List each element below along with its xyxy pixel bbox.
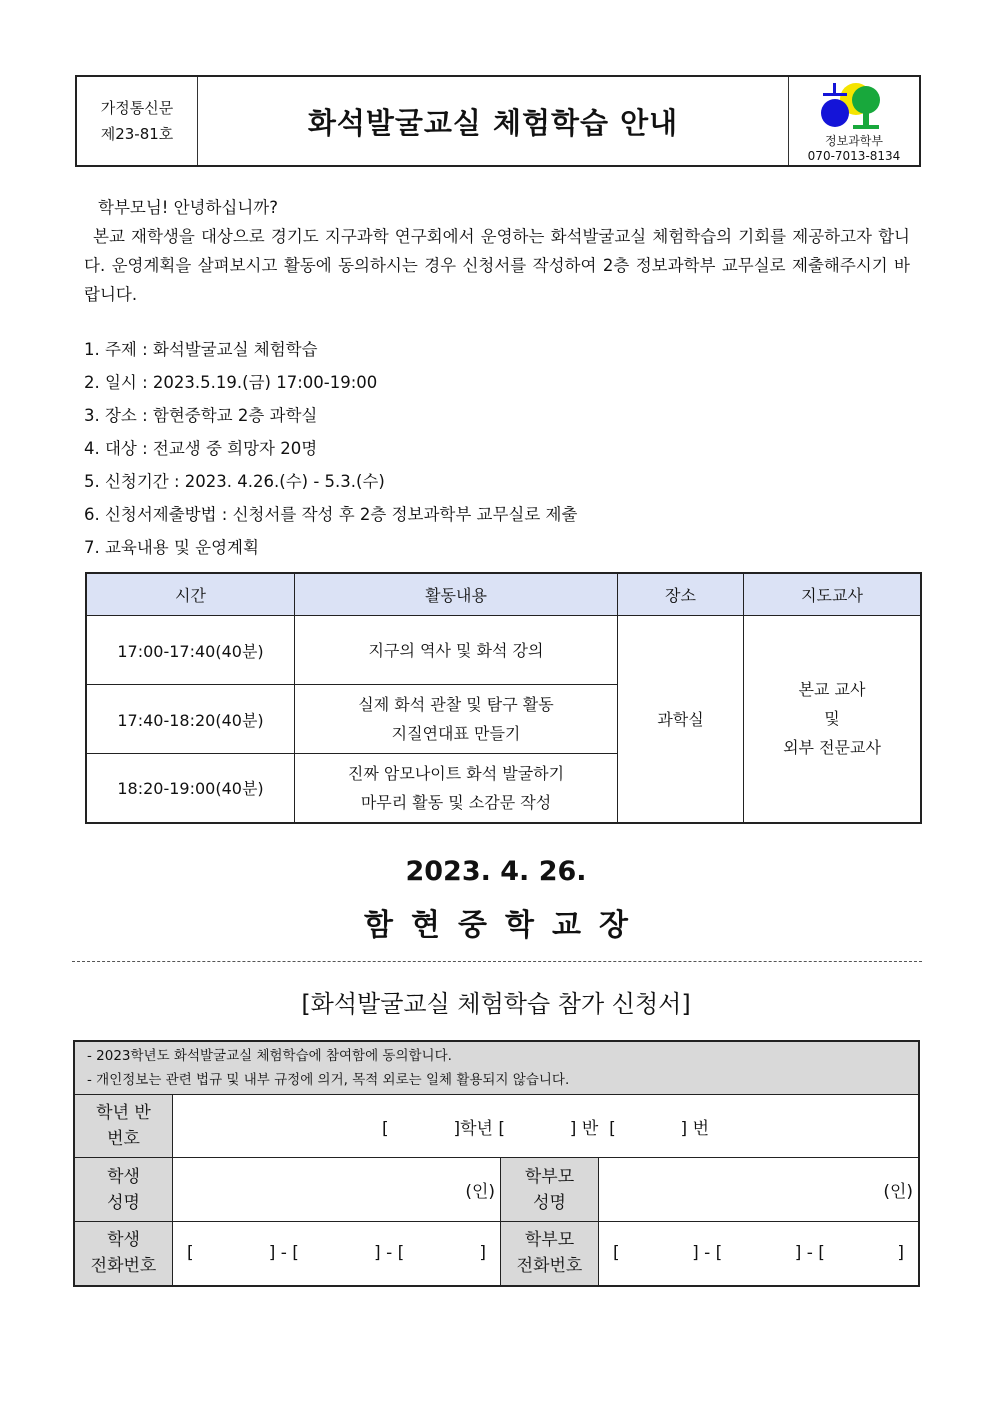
phone-bracket: ] - [ bbox=[794, 1243, 825, 1264]
department-name: 정보과학부 bbox=[825, 134, 883, 148]
application-form-title: [화석발굴교실 체험학습 참가 신청서] bbox=[301, 990, 691, 1018]
item-submission-method: 6. 신청서제출방법 : 신청서를 작성 후 2층 정보과학부 교무실로 제출 bbox=[84, 505, 578, 524]
phone-bracket: ] - [ bbox=[374, 1243, 405, 1264]
phone-bracket: ] - [ bbox=[268, 1243, 299, 1264]
cut-line-divider bbox=[72, 961, 922, 962]
label-line: 학생 bbox=[107, 1230, 140, 1251]
label-line: 학부모 bbox=[524, 1230, 575, 1251]
activity-line: 마무리 활동 및 소감문 작성 bbox=[360, 792, 552, 812]
teacher-line-3: 외부 전문교사 bbox=[783, 738, 881, 758]
item-target: 4. 대상 : 전교생 중 희망자 20명 bbox=[84, 439, 318, 458]
schedule-table bbox=[85, 572, 922, 824]
class-label-line: 번호 bbox=[107, 1129, 140, 1149]
teacher-cell bbox=[744, 616, 922, 823]
consent-notice bbox=[74, 1041, 919, 1095]
phone-bracket: [ bbox=[187, 1243, 194, 1264]
school-logo-icon bbox=[819, 81, 891, 137]
student-name-label bbox=[74, 1158, 173, 1222]
greeting: 학부모님! 안녕하십니까? bbox=[98, 198, 279, 217]
item-application-period: 5. 신청기간 : 2023. 4.26.(수) - 5.3.(수) bbox=[84, 472, 385, 491]
class-row bbox=[74, 1095, 919, 1158]
document-header bbox=[75, 75, 921, 167]
privacy-text: - 개인정보는 관련 법규 및 내부 규정에 의거, 목적 외로는 일체 활용되지 않습니다. bbox=[87, 1072, 570, 1088]
phone-bracket: [ bbox=[613, 1243, 620, 1264]
parent-phone-field[interactable] bbox=[599, 1222, 920, 1286]
department-phone: 070-7013-8134 bbox=[807, 149, 901, 163]
student-name-field[interactable] bbox=[173, 1158, 501, 1222]
column-header-time: 시간 bbox=[86, 573, 295, 616]
phone-bracket: ] bbox=[897, 1243, 904, 1264]
time-cell: 17:40-18:20(40분) bbox=[86, 685, 295, 754]
phone-row bbox=[74, 1222, 919, 1286]
application-form bbox=[73, 1040, 920, 1287]
label-line: 학생 bbox=[107, 1166, 140, 1187]
issue-date: 2023. 4. 26. bbox=[405, 856, 587, 887]
seal-mark: (인) bbox=[465, 1182, 495, 1202]
activity-line: 실제 화석 관찰 및 탐구 활동 bbox=[358, 695, 554, 714]
newsletter-number: 제23-81호 bbox=[100, 125, 174, 143]
class-label bbox=[74, 1095, 173, 1158]
activity-cell bbox=[295, 685, 618, 754]
class-label-line: 학년 반 bbox=[96, 1103, 151, 1123]
intro-paragraph: 본교 재학생을 대상으로 경기도 지구과학 연구회에서 운영하는 화석발굴교실 체험학습의 기회를 제공하고자 합니다. 운영계획을 살펴보시고 활동에 동의하시는 경우 신청서를 작성하여 2층 정보과학부 교무실로 제출해주시기 바랍니다. bbox=[84, 227, 910, 304]
time-cell: 17:00-17:40(40분) bbox=[86, 616, 295, 685]
item-topic: 1. 주제 : 화석발굴교실 체험학습 bbox=[84, 340, 318, 359]
schedule-header-row bbox=[86, 573, 921, 616]
form-notice-row bbox=[74, 1041, 919, 1095]
label-line: 전화번호 bbox=[516, 1256, 583, 1277]
principal-signature: 함현중학교장 bbox=[364, 908, 646, 943]
label-line: 성명 bbox=[107, 1192, 140, 1213]
activity-line: 지질연대표 만들기 bbox=[391, 724, 521, 743]
label-line: 전화번호 bbox=[90, 1256, 157, 1277]
name-row bbox=[74, 1158, 919, 1222]
activity-cell bbox=[295, 616, 618, 685]
item-program-plan: 7. 교육내용 및 운영계획 bbox=[84, 538, 259, 557]
activity-cell bbox=[295, 754, 618, 823]
parent-name-field[interactable] bbox=[599, 1158, 920, 1222]
time-cell: 18:20-19:00(40분) bbox=[86, 754, 295, 823]
teacher-line-1: 본교 교사 bbox=[798, 680, 866, 700]
item-location: 3. 장소 : 함현중학교 2층 과학실 bbox=[84, 406, 318, 425]
student-phone-label bbox=[74, 1222, 173, 1286]
class-field[interactable]: [ ]학년 [ ] 반 [ ] 번 bbox=[173, 1095, 920, 1158]
student-phone-field[interactable] bbox=[173, 1222, 501, 1286]
column-header-activity: 활동내용 bbox=[295, 573, 618, 616]
phone-bracket: ] bbox=[479, 1243, 486, 1264]
parent-name-label bbox=[501, 1158, 599, 1222]
parent-phone-label bbox=[501, 1222, 599, 1286]
teacher-line-2: 및 bbox=[824, 709, 840, 729]
table-row bbox=[86, 616, 921, 685]
place-cell: 과학실 bbox=[618, 616, 744, 823]
label-line: 학부모 bbox=[524, 1166, 575, 1187]
column-header-place: 장소 bbox=[618, 573, 744, 616]
document-title: 화석발굴교실 체험학습 안내 bbox=[307, 105, 679, 140]
newsletter-label: 가정통신문 bbox=[100, 99, 174, 117]
school-logo-box bbox=[788, 77, 919, 165]
item-datetime: 2. 일시 : 2023.5.19.(금) 17:00-19:00 bbox=[84, 373, 378, 392]
label-line: 성명 bbox=[533, 1192, 566, 1213]
activity-line: 진짜 암모나이트 화석 발굴하기 bbox=[347, 763, 565, 783]
seal-mark: (인) bbox=[883, 1182, 913, 1202]
consent-text: - 2023학년도 화석발굴교실 체험학습에 참여함에 동의합니다. bbox=[87, 1048, 452, 1064]
newsletter-number-box bbox=[77, 77, 198, 165]
column-header-teacher: 지도교사 bbox=[744, 573, 922, 616]
activity-line: 지구의 역사 및 화석 강의 bbox=[368, 640, 544, 660]
phone-bracket: ] - [ bbox=[692, 1243, 723, 1264]
